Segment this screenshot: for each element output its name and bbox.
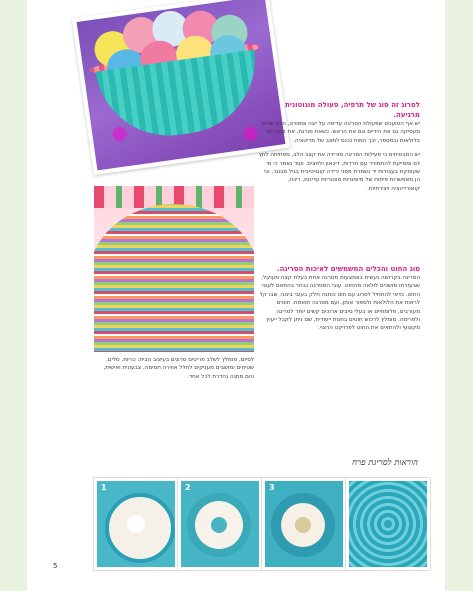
step-photo-2: 2 bbox=[178, 478, 262, 570]
section-title: הוראות לסריגת פרח bbox=[351, 458, 418, 468]
step-photo-3: 3 bbox=[262, 478, 346, 570]
crochet-pouf-photo bbox=[94, 186, 254, 352]
section1-text bbox=[258, 100, 420, 193]
page-number: 5 bbox=[53, 562, 58, 570]
section2-heading: סוג החוט והכלים המשמשים לאיכות הסריגה. bbox=[276, 265, 420, 273]
caption-text bbox=[94, 356, 254, 381]
step-photo-4 bbox=[346, 478, 430, 570]
page-margin-left bbox=[0, 0, 27, 591]
section1-heading: לסרוג זה סוג של תרפיה, פעולה מונוטונית מרגיעה. bbox=[285, 101, 420, 119]
section2-text bbox=[258, 264, 420, 333]
page-margin-right bbox=[445, 0, 473, 591]
step-photo-1: 1 bbox=[94, 478, 178, 570]
section1-paragraph2: יש המבטיחים כי פעילות הסריגה מורידה את קצב הלב, מפחיתה לחץ דם ומסייעת להתמודד עם חרדות, דיכאון ולחצים. ועוד נאמר כי מי שעוסקת בעבודות יד נשמרת מפני ירידה קוגניטיבית בגיל מבוגר, וכי הן מאפשרות פיתוח של מיומנויות מוטוריות עדינות, ריכוז, קואורדינציה ויצירתיות. bbox=[258, 152, 420, 192]
section2-paragraph: הסריגה בקרושה נעשית באמצעות מסרגה אחת בעלת קצה מעוקל, שבעזרתו מושכים לולאה מהחוט. עובי המסרגה נבחר בהתאם לעובי החוט. כדאי להתחיל לסרוג עם חוט כותנה חלק בעובי בינוני, שבו קל לראות את הלולאות ולספור אותן, ועם מסרגה תואמת. חוטים מעורבים, פלומתיים או בעלי סיבים ארוכים קשים יותר לסריגה ולפרימה. מומלץ לרכוש חוטים בחנות ייעודית, שם ניתן לקבל ייעוץ מקצועי ולהתאים את החוט לפרויקט הרצוי. bbox=[259, 275, 420, 332]
section1-paragraph1: יש אף הטוענים שפעולת הסריגה עדיפה על יוגה וספורט, היות שהיא מעסיקה גם את הידיים וגם את הראש. כשאת סורגת, את מתרכזת בלולאות ובמספר, וכך המוח נכנס למצב של מדיטציה. bbox=[261, 121, 420, 144]
caption-paragraph: לסיום, מומלץ לשלב פריטים סרוגים בעיצוב הבית: כריות, סלים, שטיחים ומושבים מעניקים לחלל אווירה חמימה, צבעונית ואישית, והם מתנה נהדרת לכל אחד. bbox=[103, 357, 254, 380]
